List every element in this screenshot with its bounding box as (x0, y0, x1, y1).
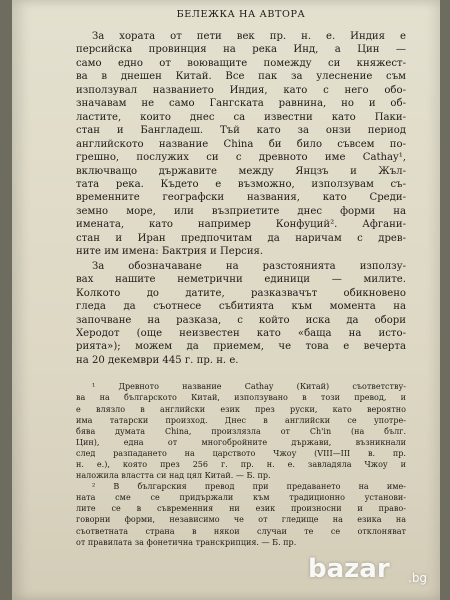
text-line: гледа да съотнесе събитията към момента на (76, 301, 406, 313)
footnote-line: н. е.), която през 256 г. пр. н. е. завладяла Чжоу и (76, 459, 406, 469)
text-line: вах нашите неметрични единици — милите. (76, 274, 406, 286)
text-line: За хората от пети век пр. н. е. Индия е (92, 31, 406, 42)
text-column (76, 8, 406, 548)
text-line: временните географски названия, като Среди- (76, 192, 406, 204)
footnote-line: има татарски произход. Днес в английски се употре- (76, 415, 406, 425)
footnote-line: Цин), една от многобройните държави, възникнали (76, 437, 406, 447)
footnotes (76, 381, 406, 547)
footnote-line: е влязло в английски език през руски, като вероятно (76, 404, 406, 414)
text-line: грешно, послужих си с древното име Cathay¹, (76, 152, 406, 164)
footnote-line: съответната страна в някои случаи те се отклоняват (76, 526, 406, 536)
footnote-line: ва на българското Китай, използувано в този превод, и (76, 393, 406, 403)
footnote-line: бява думата China, произлязла от Ch'in (на бълг. (76, 426, 406, 436)
text-line: само едно от воюващите помежду си княжест- (76, 57, 406, 69)
text-line: земно море, или възприетите днес форми на (76, 205, 406, 217)
text-line: значавам не само Гангската равнина, но и об- (76, 98, 406, 110)
footnote-line: от правилата за фонетична транскрипция. — Б. пр. (76, 537, 297, 547)
footnote-line: ² В българския превод при предаването на име- (92, 482, 406, 492)
text-line: ластите, които днес са известни като Паки- (76, 111, 406, 123)
footnote-line: ¹ Древното название Cathay (Китай) съответству- (92, 382, 406, 392)
text-line: английското название China би било съвсем по- (76, 138, 406, 150)
footnote-line: след разпадането на царството Чжоу (VIII—III в. пр. (76, 448, 406, 458)
text-line: стан и Бангладеш. Тъй като за онзи период (76, 125, 406, 137)
text-line: тата река. Където е възможно, използувам съ- (76, 178, 406, 190)
watermark-domain: .bg (408, 571, 428, 585)
footnote-line: лите се в съвременния ни език произносни и право- (76, 504, 406, 514)
text-line: включващо държавите между Янцзъ и Жъл- (76, 165, 406, 177)
text-line: персийска провинция на река Инд, а Цин — (76, 44, 406, 56)
text-line: Колкото до датите, разказвачът обикновено (76, 287, 406, 299)
page-title: БЕЛЕЖКА НА АВТОРА (176, 9, 306, 20)
text-line: започване на разказа, с който иска да обори (76, 314, 406, 326)
text-line: имената, като например Конфуций². Афгани- (76, 219, 406, 231)
watermark-logo (308, 554, 440, 590)
book-page (12, 0, 440, 600)
text-line: ните им имена: Бактрия и Персия. (76, 246, 264, 258)
text-line: Херодот (още неизвестен като «баща на исто- (76, 327, 406, 339)
footnote-line: ната сме се придържали към традиционно установи- (76, 493, 406, 503)
text-line: използувал названието Индия, като с него обо- (76, 84, 406, 96)
text-line: на 20 декември 445 г. пр. н. е. (76, 354, 239, 366)
watermark-text: bazar (308, 554, 390, 584)
footnote-line: наложила властта си над цял Китай. — Б. пр. (76, 471, 271, 481)
text-line: За обозначаване на разстоянията използу- (92, 260, 406, 272)
main-text (76, 30, 406, 367)
footnote-line: говорни форми, независимо че от гледище на езика на (76, 515, 406, 525)
text-line: стан и Иран предпочитам да наричам с древ- (76, 232, 406, 244)
text-line: ва в днешен Китай. Все пак за улеснение съм (76, 71, 406, 83)
text-line: рията»); можем да приемем, че това е вечерта (76, 341, 406, 353)
